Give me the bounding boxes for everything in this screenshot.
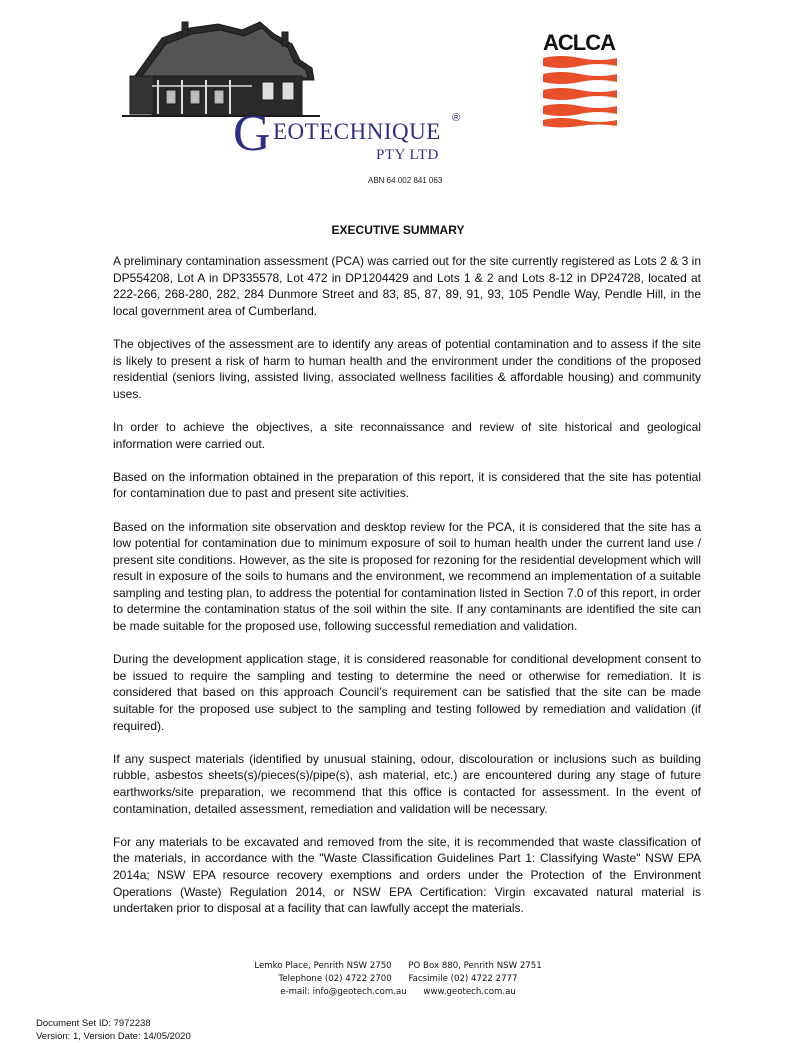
- paragraph: Based on the information obtained in the preparation of this report, it is considered that the site has potential for contamination due to past and present site activities.: [113, 469, 701, 501]
- letterhead: [0, 0, 796, 200]
- paragraph: In order to achieve the objectives, a site reconnaissance and review of site historical and geological information were carried out.: [113, 419, 701, 451]
- paragraph: For any materials to be excavated and removed from the site, it is recommended that waste classification of the materials, in accordance with the "Waste Classification Guidelines Part 1: Classifying Waste" NSW EPA 2014a; NSW EPA resource recovery exemptions and orders under the Protection of the Environment Operations (Waste) Regulation 2014, or NSW EPA Certification: Virgin excavated natural material is undertaken prior to disposal at a facility that can lawfully accept the materials.: [113, 834, 701, 916]
- abn-number: ABN 64 002 841 063: [368, 176, 443, 185]
- document-info: [36, 1017, 191, 1043]
- paragraph: A preliminary contamination assessment (PCA) was carried out for the site currently registered as Lots 2 & 3 in DP554208, Lot A in DP335578, Lot 472 in DP1204429 and Lots 1 & 2 and Lots 8-12 in DP24728, located at 222-266, 268-280, 282, 284 Dunmore Street and 83, 85, 87, 89, 91, 93, 105 Pendle Way, Pendle Hill, in the local government area of Cumberland.: [113, 254, 701, 318]
- paragraph: The objectives of the assessment are to identify any areas of potential contamination and to assess if the site is likely to present a risk of harm to human health and the environment under the conditions of the proposed residential (seniors living, assisted living, associated wellness facilities & affordable housing) and community uses.: [113, 336, 701, 401]
- aclca-waves-icon: [543, 56, 617, 128]
- page-footer: [0, 960, 796, 999]
- footer-facsimile: Facsimile (02) 4722 2777: [408, 974, 518, 984]
- paragraph: Based on the information site observation and desktop review for the PCA, it is considered that the site has a low potential for contamination due to minimum exposure of soil to human health under the current land use / present site conditions. However, as the site is proposed for rezoning for the residential development which will result in exposure of the soils to humans and the environment, we recommend an implementation of a suitable sampling and testing plan, to address the potential for contamination listed in Section 7.0 of this report, in order to determine the contamination status of the soil within the site. If any contaminants are identified the site can be made suitable for the proposed use, following successful remediation and validation.: [113, 519, 701, 634]
- house-logo-icon: [122, 20, 322, 122]
- brand-initial: G: [233, 105, 271, 162]
- footer-telephone: Telephone (02) 4722 2700: [278, 974, 392, 984]
- brand-subtitle: PTY LTD: [376, 147, 439, 163]
- document-set-id: Document Set ID: 7972238: [36, 1018, 151, 1029]
- paragraph: If any suspect materials (identified by unusual staining, odour, discolouration or inclusions such as building rubble, asbestos sheets(s)/pieces(s)/pipe(s), ash material, etc.) are encountered during any stage of future earthworks/site preparation, we recommend that this office is contacted for assessment. In the event of contamination, detailed assessment, remediation and validation will be necessary.: [113, 751, 701, 816]
- footer-address: Lemko Place, Penrith NSW 2750: [254, 961, 392, 971]
- footer-email[interactable]: e-mail: info@geotech.com.au: [280, 987, 407, 997]
- brand-name: EOTECHNIQUE: [273, 119, 441, 144]
- footer-po-box: PO Box 880, Penrith NSW 2751: [408, 961, 542, 971]
- footer-website[interactable]: www.geotech.com.au: [423, 987, 516, 997]
- document-version: Version: 1, Version Date: 14/05/2020: [36, 1031, 191, 1042]
- aclca-logo-text: ACLCA: [543, 30, 615, 55]
- paragraph: During the development application stage, it is considered reasonable for conditional development consent to be issued to require the sampling and testing to determine the need or otherwise for remediation. It is considered that based on this approach Council’s requirement can be satisfied that the site can be made suitable for the proposed use subject to the sampling and testing followed by remediation and validation (if required).: [113, 652, 701, 733]
- summary-body: [113, 253, 701, 933]
- registered-mark: ®: [452, 112, 461, 124]
- page-title: EXECUTIVE SUMMARY: [331, 223, 465, 237]
